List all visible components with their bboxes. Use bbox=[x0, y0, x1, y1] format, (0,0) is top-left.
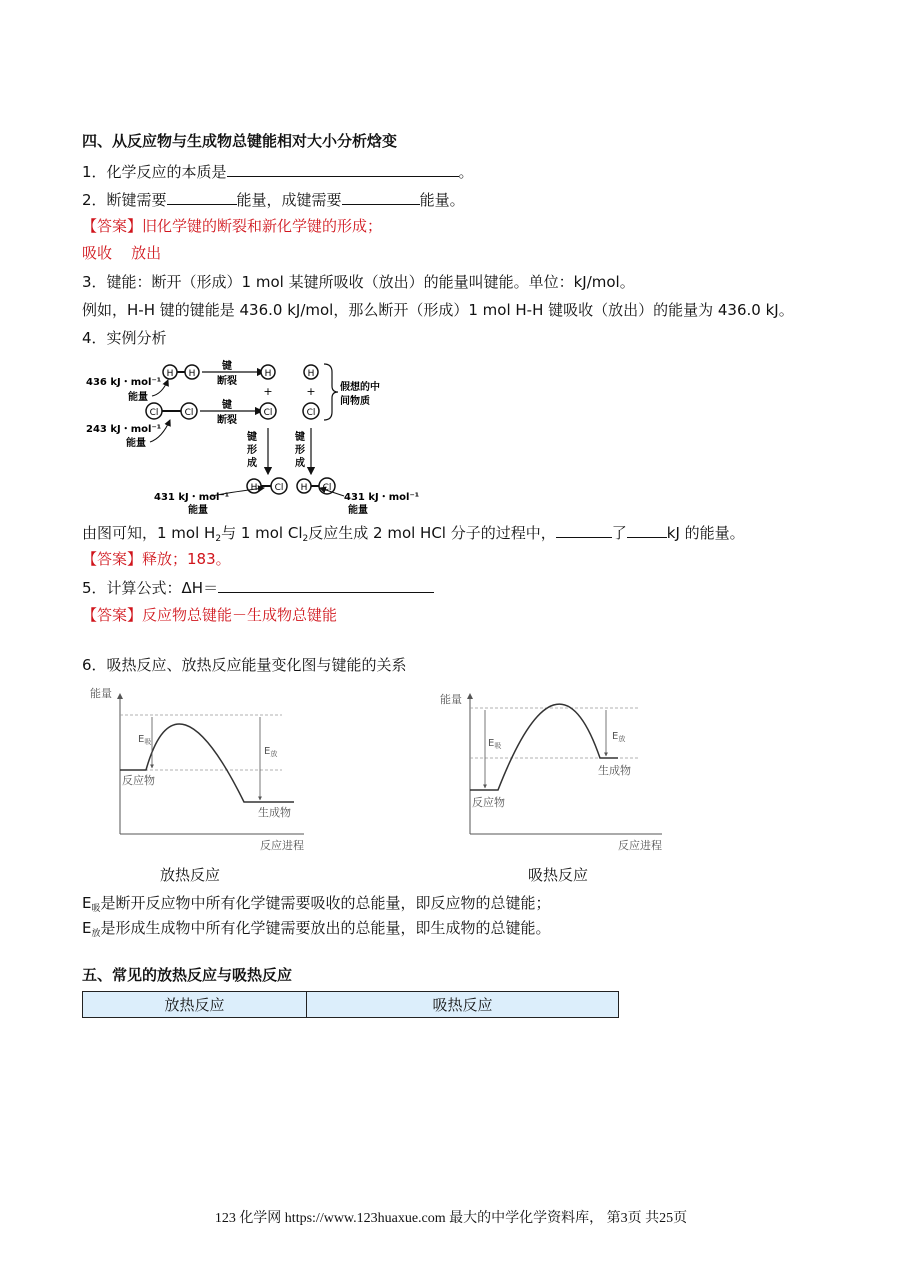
bond-label: 键 bbox=[222, 400, 232, 411]
h-atom-label: H bbox=[188, 369, 196, 379]
e-absorb-label: $E_吸$ bbox=[488, 738, 502, 750]
bond-label: 键 bbox=[222, 361, 232, 372]
energy-curve bbox=[120, 724, 294, 802]
cl2-molecule bbox=[146, 403, 197, 419]
hypothetical-label-line2: 间物质 bbox=[340, 396, 370, 407]
break-label: 断裂 bbox=[217, 415, 237, 426]
question-1: 1．化学反应的本质是 。 bbox=[82, 163, 474, 181]
question-6: 6．吸热反应、放热反应能量变化图与键能的关系 bbox=[82, 656, 407, 674]
svg-text:成: 成 bbox=[247, 458, 257, 469]
svg-text:形: 形 bbox=[295, 445, 305, 456]
endothermic-energy-chart bbox=[440, 682, 670, 857]
svg-text:H: H bbox=[307, 369, 315, 379]
break-label: 断裂 bbox=[217, 376, 237, 387]
question-5: 5．计算公式：ΔH＝ bbox=[82, 577, 434, 598]
hypothetical-label-line1: 假想的中 bbox=[340, 382, 380, 393]
section5-title: 五、常见的放热反应与吸热反应 bbox=[82, 966, 293, 984]
answer-blank bbox=[218, 577, 434, 593]
answer-blank bbox=[167, 189, 237, 205]
x-axis-label: 反应进程 bbox=[618, 839, 662, 852]
reactant-label: 反应物 bbox=[472, 796, 505, 809]
brace bbox=[324, 364, 338, 420]
cl-atom-label: Cl bbox=[149, 408, 159, 418]
h2-molecule bbox=[163, 365, 199, 379]
bond-energy-diagram bbox=[82, 358, 422, 518]
energy-label: 能量 bbox=[348, 505, 368, 516]
svg-text:H: H bbox=[250, 483, 258, 493]
energy-label: 能量 bbox=[128, 392, 148, 403]
answer-blank bbox=[556, 522, 612, 538]
svg-text:Cl: Cl bbox=[263, 408, 273, 418]
svg-text:H: H bbox=[264, 369, 272, 379]
endothermic-caption: 吸热反应 bbox=[528, 866, 589, 884]
svg-text:Cl: Cl bbox=[274, 483, 284, 493]
hcl-bond-energy-left: 431 kJ・mol⁻¹ bbox=[154, 492, 230, 503]
svg-text:成: 成 bbox=[295, 458, 305, 469]
svg-text:H: H bbox=[300, 483, 308, 493]
svg-text:Cl: Cl bbox=[306, 408, 316, 418]
hcl-molecule bbox=[247, 478, 287, 494]
svg-text:键: 键 bbox=[295, 432, 305, 443]
question-3: 3．键能：断开（形成）1 mol 某键所吸收（放出）的能量叫键能。单位：kJ/mol。 bbox=[82, 273, 635, 291]
answer-1-line2: 吸收 放出 bbox=[82, 244, 162, 262]
h2-bond-energy: 436 kJ・mol⁻¹ bbox=[86, 377, 162, 388]
svg-text:形: 形 bbox=[247, 445, 257, 456]
e-absorb-label: $E_吸$ bbox=[138, 734, 152, 746]
question-3-example: 例如，H-H 键的键能是 436.0 kJ/mol，那么断开（形成）1 mol H-H 键吸收（放出）的能量为 436.0 kJ。 bbox=[82, 301, 794, 319]
answer-blank bbox=[227, 161, 459, 177]
plus-sign: + bbox=[263, 385, 273, 398]
energy-label: 能量 bbox=[126, 438, 146, 449]
section4-title: 四、从反应物与生成物总键能相对大小分析焓变 bbox=[82, 132, 398, 150]
answer-2: 【答案】释放；183。 bbox=[82, 550, 231, 568]
reaction-type-table bbox=[82, 991, 619, 1018]
svg-text:Cl: Cl bbox=[322, 483, 332, 493]
question-4: 4．实例分析 bbox=[82, 329, 167, 347]
hcl-bond-energy-right: 431 kJ・mol⁻¹ bbox=[344, 492, 420, 503]
e-release-label: $E_放$ bbox=[264, 746, 278, 758]
e-absorb-definition: $E_吸$是断开反应物中所有化学键需要吸收的总能量，即反应物的总键能； bbox=[82, 894, 551, 914]
table-header-exothermic: 放热反应 bbox=[83, 992, 307, 1018]
exothermic-caption: 放热反应 bbox=[160, 866, 221, 884]
product-label: 生成物 bbox=[258, 806, 291, 819]
cl-atom-label: Cl bbox=[184, 408, 194, 418]
e-release-label: $E_放$ bbox=[612, 731, 626, 743]
answer-blank bbox=[342, 189, 420, 205]
answer-blank bbox=[627, 522, 667, 538]
y-axis-label: 能量 bbox=[90, 687, 112, 700]
product-label: 生成物 bbox=[598, 764, 631, 777]
page-footer: 123 化学网 https://www.123huaxue.com 最大的中学化学资料库， 第3页 共25页 bbox=[214, 1211, 688, 1226]
plus-sign: + bbox=[306, 385, 316, 398]
x-axis-label: 反应进程 bbox=[260, 839, 304, 852]
h-atom-label: H bbox=[166, 369, 174, 379]
question-4-conclusion: 由图可知，1 mol $H_2$与 1 mol $Cl_2$反应生成 2 mol HCl 分子的过程中， 了 kJ 的能量。 bbox=[82, 524, 745, 544]
answer-1: 【答案】旧化学键的断裂和新化学键的形成； bbox=[82, 217, 383, 235]
svg-text:键: 键 bbox=[247, 432, 257, 443]
energy-label: 能量 bbox=[188, 505, 208, 516]
question-2: 2．断键需要 能量，成键需要 能量。 bbox=[82, 191, 465, 209]
reactant-label: 反应物 bbox=[122, 774, 155, 787]
y-axis-label: 能量 bbox=[440, 693, 462, 706]
cl2-bond-energy: 243 kJ・mol⁻¹ bbox=[86, 424, 162, 435]
e-release-definition: $E_放$是形成生成物中所有化学键需要放出的总能量，即生成物的总键能。 bbox=[82, 919, 551, 939]
exothermic-energy-chart bbox=[82, 682, 312, 857]
table-header-endothermic: 吸热反应 bbox=[307, 992, 619, 1018]
answer-3: 【答案】反应物总键能－生成物总键能 bbox=[82, 606, 338, 624]
